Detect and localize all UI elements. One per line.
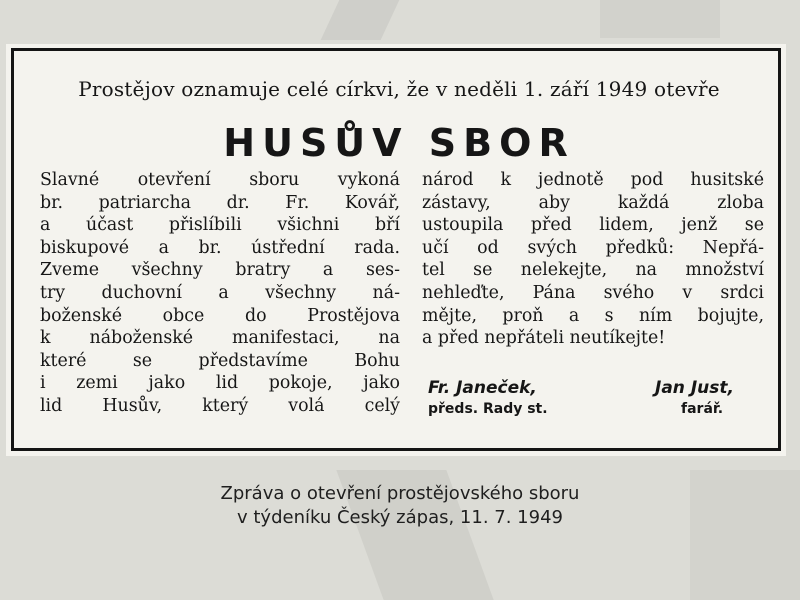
text-line: boženské obce do Prostějova: [40, 305, 400, 326]
text-line: zástavy, aby každá zloba: [422, 192, 764, 213]
text-line: mějte, proň a s ním bojujte,: [422, 305, 764, 326]
text-line: Zveme všechny bratry a ses-: [40, 260, 400, 281]
wall-shape: [321, 0, 400, 40]
text-line: br. patriarcha dr. Fr. Kovář,: [40, 192, 400, 213]
text-line: Slavné otevření sboru vykoná: [40, 170, 400, 190]
text-line: tel se nelekejte, na množství: [422, 260, 764, 281]
announcement-title: HUSŮV SBOR: [223, 121, 575, 165]
text-line: i zemi jako lid pokoje, jako: [40, 373, 400, 394]
text-line: národ k jednotě pod husitské: [422, 170, 764, 190]
text-line: ustoupila před lidem, jenž se: [422, 215, 764, 236]
text-line: k náboženské manifestaci, na: [40, 328, 400, 349]
text-line: lid Husův, který volá celý: [40, 395, 400, 416]
text-line: a před nepřáteli neutíkejte!: [422, 328, 666, 349]
signer-role: farář.: [681, 401, 724, 417]
signer-name: Jan Just,: [655, 378, 734, 398]
wall-shape: [600, 0, 720, 38]
signer-role: předs. Rady st.: [428, 401, 548, 417]
caption-line: Zpráva o otevření prostějovského sboru: [220, 483, 580, 504]
clipping-border: [11, 48, 781, 451]
text-line: biskupové a br. ústřední rada.: [40, 237, 400, 258]
text-line: a účast přislíbili všichni bří: [40, 215, 400, 236]
newspaper-clipping: [6, 44, 786, 456]
signature-just: [655, 378, 734, 417]
text-line: nehleďte, Pána svého v srdci: [422, 282, 764, 303]
text-column-right: [422, 169, 764, 350]
text-line: try duchovní a všechny ná-: [40, 282, 400, 303]
announcement-headline: Prostějov oznamuje celé církvi, že v neděli 1. září 1949 otevře: [78, 77, 720, 101]
text-line: které se představíme Bohu: [40, 350, 400, 371]
caption-line: v týdeníku Český zápas, 11. 7. 1949: [237, 507, 563, 528]
text-column-left: [40, 169, 400, 418]
signature-janecek: [428, 378, 548, 417]
exhibit-caption: [0, 482, 800, 530]
text-line: učí od svých předků: Nepřá-: [422, 237, 764, 258]
signer-name: Fr. Janeček,: [428, 378, 537, 398]
